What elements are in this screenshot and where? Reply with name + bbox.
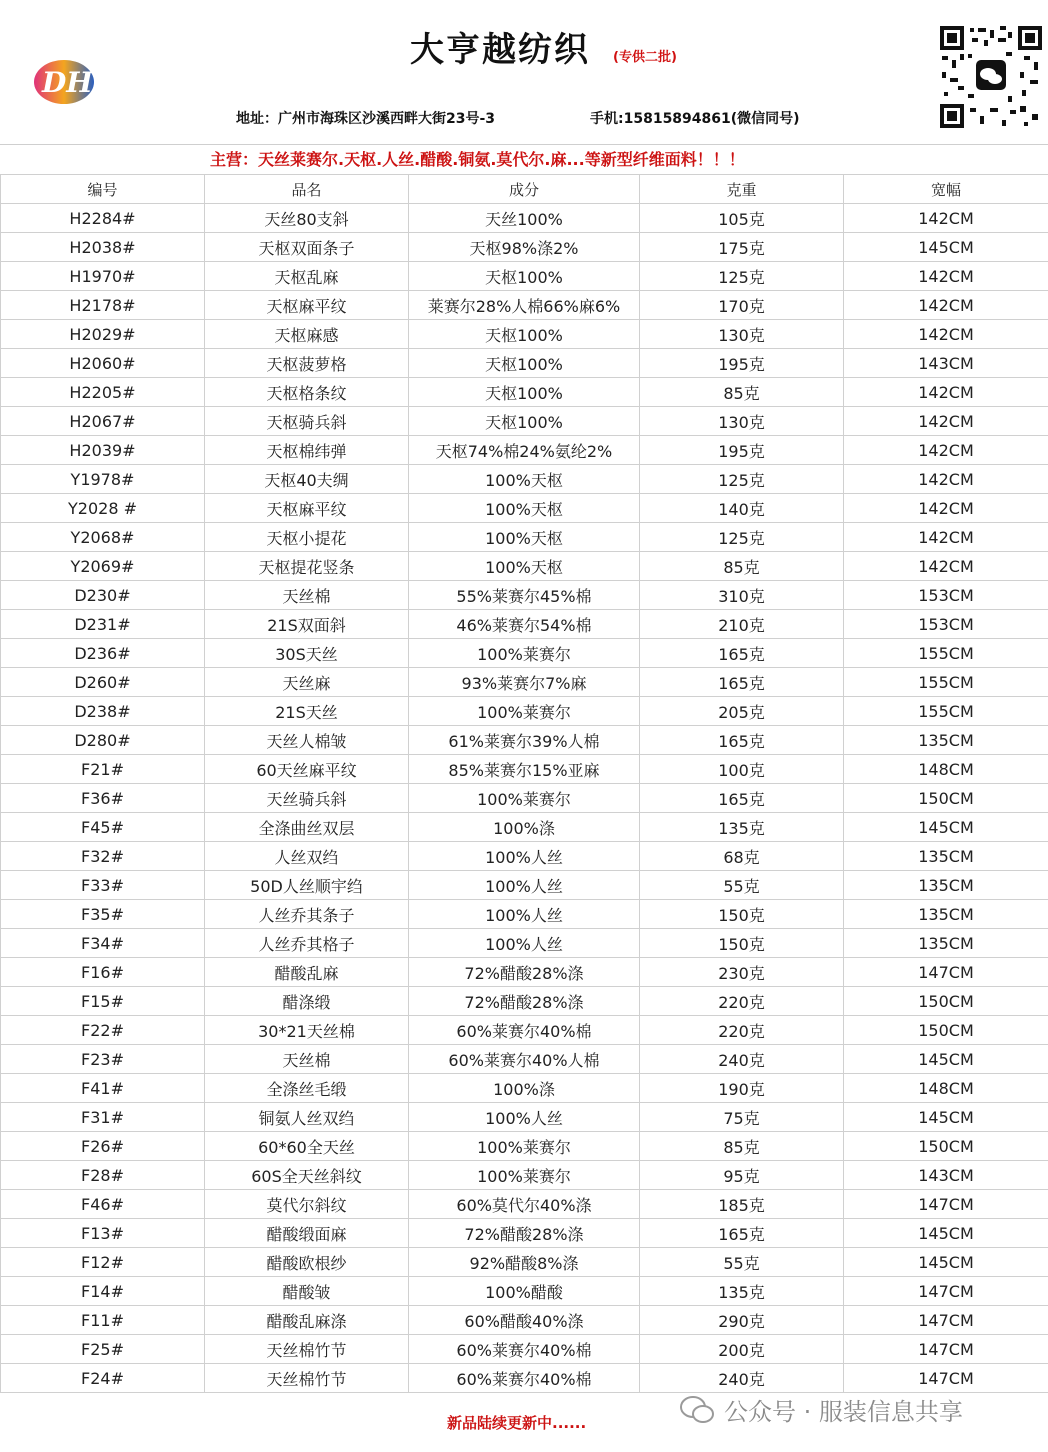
cell-composition: 100%天枢: [409, 494, 640, 523]
cell-weight: 220克: [640, 987, 844, 1016]
cell-weight: 95克: [640, 1161, 844, 1190]
cell-code: F34#: [1, 929, 205, 958]
cell-name: 天枢麻平纹: [205, 494, 409, 523]
cell-code: H2029#: [1, 320, 205, 349]
cell-weight: 190克: [640, 1074, 844, 1103]
cell-code: F45#: [1, 813, 205, 842]
cell-name: 天枢提花竖条: [205, 552, 409, 581]
cell-width: 153CM: [844, 581, 1048, 610]
cell-name: 天丝棉: [205, 1045, 409, 1074]
cell-name: 人丝双绉: [205, 842, 409, 871]
cell-name: 天枢麻感: [205, 320, 409, 349]
cell-weight: 170克: [640, 291, 844, 320]
cell-code: F14#: [1, 1277, 205, 1306]
cell-width: 147CM: [844, 1277, 1048, 1306]
cell-composition: 72%醋酸28%涤: [409, 1219, 640, 1248]
cell-width: 147CM: [844, 958, 1048, 987]
cell-code: F36#: [1, 784, 205, 813]
cell-width: 150CM: [844, 1016, 1048, 1045]
cell-width: 142CM: [844, 494, 1048, 523]
cell-composition: 60%莱赛尔40%棉: [409, 1335, 640, 1364]
col-header-name: 品名: [205, 175, 409, 204]
table-row: [1, 842, 1048, 871]
cell-composition: 61%莱赛尔39%人棉: [409, 726, 640, 755]
table-row: [1, 726, 1048, 755]
cell-code: F35#: [1, 900, 205, 929]
cell-width: 142CM: [844, 465, 1048, 494]
table-row: [1, 755, 1048, 784]
cell-width: 155CM: [844, 639, 1048, 668]
cell-name: 天丝人棉皱: [205, 726, 409, 755]
cell-composition: 天枢74%棉24%氨纶2%: [409, 436, 640, 465]
cell-code: H2178#: [1, 291, 205, 320]
cell-composition: 100%涤: [409, 1074, 640, 1103]
cell-width: 142CM: [844, 320, 1048, 349]
cell-weight: 165克: [640, 1219, 844, 1248]
cell-composition: 100%莱赛尔: [409, 1161, 640, 1190]
cell-composition: 100%莱赛尔: [409, 1132, 640, 1161]
cell-composition: 100%天枢: [409, 523, 640, 552]
cell-width: 153CM: [844, 610, 1048, 639]
cell-composition: 72%醋酸28%涤: [409, 958, 640, 987]
page-subtitle: (专供二批): [613, 50, 677, 65]
table-body: [1, 204, 1048, 1393]
footer-note: 新品陆续更新中......: [447, 1414, 587, 1432]
cell-code: H2067#: [1, 407, 205, 436]
page-title: 大亨越纺织: [410, 30, 590, 70]
cell-code: F11#: [1, 1306, 205, 1335]
cell-width: 142CM: [844, 407, 1048, 436]
cell-name: 莫代尔斜纹: [205, 1190, 409, 1219]
cell-width: 155CM: [844, 697, 1048, 726]
cell-code: F41#: [1, 1074, 205, 1103]
cell-composition: 天枢100%: [409, 349, 640, 378]
table-row: [1, 1103, 1048, 1132]
cell-width: 145CM: [844, 233, 1048, 262]
table-header-row: [1, 175, 1048, 204]
wechat-qr-code: [938, 24, 1044, 130]
cell-composition: 100%人丝: [409, 1103, 640, 1132]
cell-composition: 100%莱赛尔: [409, 697, 640, 726]
table-row: [1, 378, 1048, 407]
cell-code: H2284#: [1, 204, 205, 233]
cell-width: 145CM: [844, 1045, 1048, 1074]
cell-width: 142CM: [844, 291, 1048, 320]
cell-composition: 100%人丝: [409, 900, 640, 929]
cell-weight: 130克: [640, 320, 844, 349]
cell-composition: 46%莱赛尔54%棉: [409, 610, 640, 639]
table-row: [1, 1219, 1048, 1248]
cell-name: 天枢乱麻: [205, 262, 409, 291]
cell-width: 145CM: [844, 813, 1048, 842]
cell-width: 147CM: [844, 1190, 1048, 1219]
cell-composition: 72%醋酸28%涤: [409, 987, 640, 1016]
table-row: [1, 1248, 1048, 1277]
table-row: [1, 262, 1048, 291]
cell-name: 醋涤缎: [205, 987, 409, 1016]
table-row: [1, 1335, 1048, 1364]
cell-name: 醋酸欧根纱: [205, 1248, 409, 1277]
table-row: [1, 1016, 1048, 1045]
phone-text: 手机:15815894861(微信同号): [590, 111, 800, 127]
table-row: [1, 668, 1048, 697]
table-row: [1, 987, 1048, 1016]
fabric-table: [0, 174, 1048, 1393]
cell-composition: 60%莱赛尔40%棉: [409, 1016, 640, 1045]
cell-code: Y2068#: [1, 523, 205, 552]
cell-code: H2205#: [1, 378, 205, 407]
cell-composition: 天枢98%涤2%: [409, 233, 640, 262]
cell-weight: 165克: [640, 668, 844, 697]
cell-weight: 165克: [640, 784, 844, 813]
cell-composition: 天枢100%: [409, 407, 640, 436]
cell-code: F26#: [1, 1132, 205, 1161]
col-header-composition: 成分: [409, 175, 640, 204]
cell-code: F16#: [1, 958, 205, 987]
cell-weight: 205克: [640, 697, 844, 726]
cell-composition: 92%醋酸8%涤: [409, 1248, 640, 1277]
cell-code: Y2028 #: [1, 494, 205, 523]
cell-width: 142CM: [844, 523, 1048, 552]
cell-width: 135CM: [844, 871, 1048, 900]
table-row: [1, 465, 1048, 494]
cell-width: 142CM: [844, 378, 1048, 407]
cell-composition: 莱赛尔28%人棉66%麻6%: [409, 291, 640, 320]
wechat-official-account-icon: [680, 1395, 714, 1425]
cell-weight: 240克: [640, 1364, 844, 1393]
table-row: [1, 958, 1048, 987]
table-row: [1, 1132, 1048, 1161]
table-row: [1, 784, 1048, 813]
cell-weight: 68克: [640, 842, 844, 871]
cell-width: 147CM: [844, 1306, 1048, 1335]
cell-code: F28#: [1, 1161, 205, 1190]
cell-code: F21#: [1, 755, 205, 784]
cell-width: 155CM: [844, 668, 1048, 697]
cell-composition: 100%人丝: [409, 871, 640, 900]
cell-weight: 125克: [640, 523, 844, 552]
cell-name: 醋酸缎面麻: [205, 1219, 409, 1248]
table-row: [1, 291, 1048, 320]
cell-name: 天枢40夫绸: [205, 465, 409, 494]
cell-code: F33#: [1, 871, 205, 900]
cell-name: 天枢格条纹: [205, 378, 409, 407]
cell-width: 142CM: [844, 262, 1048, 291]
cell-code: H2060#: [1, 349, 205, 378]
table-row: [1, 1074, 1048, 1103]
cell-composition: 天枢100%: [409, 262, 640, 291]
cell-weight: 310克: [640, 581, 844, 610]
table-row: [1, 581, 1048, 610]
cell-weight: 290克: [640, 1306, 844, 1335]
cell-name: 21S天丝: [205, 697, 409, 726]
cell-weight: 125克: [640, 465, 844, 494]
cell-name: 铜氨人丝双绉: [205, 1103, 409, 1132]
cell-weight: 55克: [640, 1248, 844, 1277]
cell-code: D238#: [1, 697, 205, 726]
cell-weight: 210克: [640, 610, 844, 639]
cell-weight: 200克: [640, 1335, 844, 1364]
cell-name: 30*21天丝棉: [205, 1016, 409, 1045]
cell-name: 30S天丝: [205, 639, 409, 668]
cell-code: F15#: [1, 987, 205, 1016]
cell-composition: 100%莱赛尔: [409, 639, 640, 668]
cell-code: F25#: [1, 1335, 205, 1364]
cell-weight: 100克: [640, 755, 844, 784]
table-row: [1, 1190, 1048, 1219]
cell-weight: 105克: [640, 204, 844, 233]
cell-weight: 165克: [640, 726, 844, 755]
table-row: [1, 349, 1048, 378]
cell-weight: 175克: [640, 233, 844, 262]
cell-name: 天丝麻: [205, 668, 409, 697]
cell-weight: 85克: [640, 378, 844, 407]
table-row: [1, 552, 1048, 581]
cell-code: F32#: [1, 842, 205, 871]
cell-composition: 天丝100%: [409, 204, 640, 233]
address-text: 地址：广州市海珠区沙溪西畔大街23号-3: [236, 111, 496, 127]
cell-weight: 150克: [640, 929, 844, 958]
cell-name: 人丝乔其条子: [205, 900, 409, 929]
table-row: [1, 639, 1048, 668]
main-business-line: 主营：天丝莱赛尔.天枢.人丝.醋酸.铜氨.莫代尔.麻...等新型纤维面料！！！: [210, 150, 745, 169]
cell-name: 天丝80支斜: [205, 204, 409, 233]
table-row: [1, 436, 1048, 465]
cell-weight: 230克: [640, 958, 844, 987]
cell-weight: 85克: [640, 552, 844, 581]
table-row: [1, 1364, 1048, 1393]
cell-name: 人丝乔其格子: [205, 929, 409, 958]
cell-weight: 150克: [640, 900, 844, 929]
cell-width: 143CM: [844, 1161, 1048, 1190]
cell-width: 150CM: [844, 987, 1048, 1016]
cell-code: F23#: [1, 1045, 205, 1074]
cell-weight: 165克: [640, 639, 844, 668]
cell-name: 天枢骑兵斜: [205, 407, 409, 436]
table-row: [1, 1306, 1048, 1335]
watermark: [680, 1392, 963, 1427]
col-header-weight: 克重: [640, 175, 844, 204]
cell-name: 天丝棉竹节: [205, 1335, 409, 1364]
table-row: [1, 1277, 1048, 1306]
table-row: [1, 523, 1048, 552]
cell-weight: 220克: [640, 1016, 844, 1045]
cell-width: 135CM: [844, 900, 1048, 929]
table-row: [1, 1045, 1048, 1074]
cell-code: D260#: [1, 668, 205, 697]
cell-weight: 135克: [640, 813, 844, 842]
cell-name: 天枢小提花: [205, 523, 409, 552]
cell-weight: 75克: [640, 1103, 844, 1132]
cell-code: F12#: [1, 1248, 205, 1277]
cell-code: F24#: [1, 1364, 205, 1393]
table-row: [1, 813, 1048, 842]
cell-composition: 60%莱赛尔40%人棉: [409, 1045, 640, 1074]
cell-weight: 195克: [640, 436, 844, 465]
company-logo: [30, 52, 126, 112]
col-header-code: 编号: [1, 175, 205, 204]
cell-composition: 天枢100%: [409, 378, 640, 407]
cell-name: 天枢双面条子: [205, 233, 409, 262]
table-row: [1, 233, 1048, 262]
table-row: [1, 204, 1048, 233]
cell-weight: 85克: [640, 1132, 844, 1161]
cell-name: 天枢菠萝格: [205, 349, 409, 378]
cell-name: 天丝棉竹节: [205, 1364, 409, 1393]
cell-width: 135CM: [844, 726, 1048, 755]
cell-composition: 60%莫代尔40%涤: [409, 1190, 640, 1219]
cell-name: 醋酸乱麻涤: [205, 1306, 409, 1335]
cell-width: 150CM: [844, 784, 1048, 813]
cell-weight: 240克: [640, 1045, 844, 1074]
watermark-text: 公众号 · 服装信息共享: [724, 1398, 963, 1426]
cell-width: 142CM: [844, 204, 1048, 233]
cell-code: H1970#: [1, 262, 205, 291]
cell-width: 145CM: [844, 1248, 1048, 1277]
cell-composition: 天枢100%: [409, 320, 640, 349]
cell-width: 145CM: [844, 1219, 1048, 1248]
header-divider: [0, 144, 1048, 145]
cell-code: D230#: [1, 581, 205, 610]
cell-name: 21S双面斜: [205, 610, 409, 639]
cell-name: 50D人丝顺宇绉: [205, 871, 409, 900]
cell-name: 60*60全天丝: [205, 1132, 409, 1161]
cell-name: 天枢麻平纹: [205, 291, 409, 320]
cell-composition: 55%莱赛尔45%棉: [409, 581, 640, 610]
col-header-width: 宽幅: [844, 175, 1048, 204]
cell-weight: 135克: [640, 1277, 844, 1306]
cell-name: 60S全天丝斜纹: [205, 1161, 409, 1190]
cell-width: 147CM: [844, 1364, 1048, 1393]
cell-composition: 100%人丝: [409, 929, 640, 958]
cell-width: 143CM: [844, 349, 1048, 378]
table-row: [1, 871, 1048, 900]
table-row: [1, 697, 1048, 726]
cell-name: 全涤曲丝双层: [205, 813, 409, 842]
cell-width: 148CM: [844, 755, 1048, 784]
cell-width: 135CM: [844, 842, 1048, 871]
cell-width: 135CM: [844, 929, 1048, 958]
cell-code: F13#: [1, 1219, 205, 1248]
table-row: [1, 407, 1048, 436]
cell-composition: 60%莱赛尔40%棉: [409, 1364, 640, 1393]
cell-weight: 195克: [640, 349, 844, 378]
cell-width: 145CM: [844, 1103, 1048, 1132]
cell-name: 全涤丝毛缎: [205, 1074, 409, 1103]
cell-code: Y1978#: [1, 465, 205, 494]
cell-code: H2038#: [1, 233, 205, 262]
cell-composition: 100%醋酸: [409, 1277, 640, 1306]
cell-width: 147CM: [844, 1335, 1048, 1364]
cell-weight: 125克: [640, 262, 844, 291]
table-row: [1, 610, 1048, 639]
cell-composition: 100%人丝: [409, 842, 640, 871]
cell-code: F31#: [1, 1103, 205, 1132]
cell-width: 142CM: [844, 436, 1048, 465]
cell-name: 天丝骑兵斜: [205, 784, 409, 813]
cell-weight: 55克: [640, 871, 844, 900]
cell-name: 60天丝麻平纹: [205, 755, 409, 784]
cell-name: 天枢棉纬弹: [205, 436, 409, 465]
cell-composition: 100%涤: [409, 813, 640, 842]
cell-code: H2039#: [1, 436, 205, 465]
cell-composition: 60%醋酸40%涤: [409, 1306, 640, 1335]
table-row: [1, 494, 1048, 523]
cell-code: D231#: [1, 610, 205, 639]
cell-weight: 185克: [640, 1190, 844, 1219]
cell-code: D236#: [1, 639, 205, 668]
cell-width: 142CM: [844, 552, 1048, 581]
cell-code: Y2069#: [1, 552, 205, 581]
table-row: [1, 1161, 1048, 1190]
cell-weight: 140克: [640, 494, 844, 523]
table-row: [1, 320, 1048, 349]
cell-width: 148CM: [844, 1074, 1048, 1103]
cell-composition: 100%莱赛尔: [409, 784, 640, 813]
header: [0, 0, 1048, 145]
cell-code: D280#: [1, 726, 205, 755]
cell-name: 醋酸皱: [205, 1277, 409, 1306]
cell-composition: 93%莱赛尔7%麻: [409, 668, 640, 697]
cell-composition: 85%莱赛尔15%亚麻: [409, 755, 640, 784]
cell-width: 150CM: [844, 1132, 1048, 1161]
cell-weight: 130克: [640, 407, 844, 436]
cell-name: 醋酸乱麻: [205, 958, 409, 987]
table-row: [1, 900, 1048, 929]
logo-text: DHY: [42, 66, 113, 99]
cell-code: F22#: [1, 1016, 205, 1045]
cell-code: F46#: [1, 1190, 205, 1219]
cell-composition: 100%天枢: [409, 465, 640, 494]
table-row: [1, 929, 1048, 958]
cell-composition: 100%天枢: [409, 552, 640, 581]
cell-name: 天丝棉: [205, 581, 409, 610]
